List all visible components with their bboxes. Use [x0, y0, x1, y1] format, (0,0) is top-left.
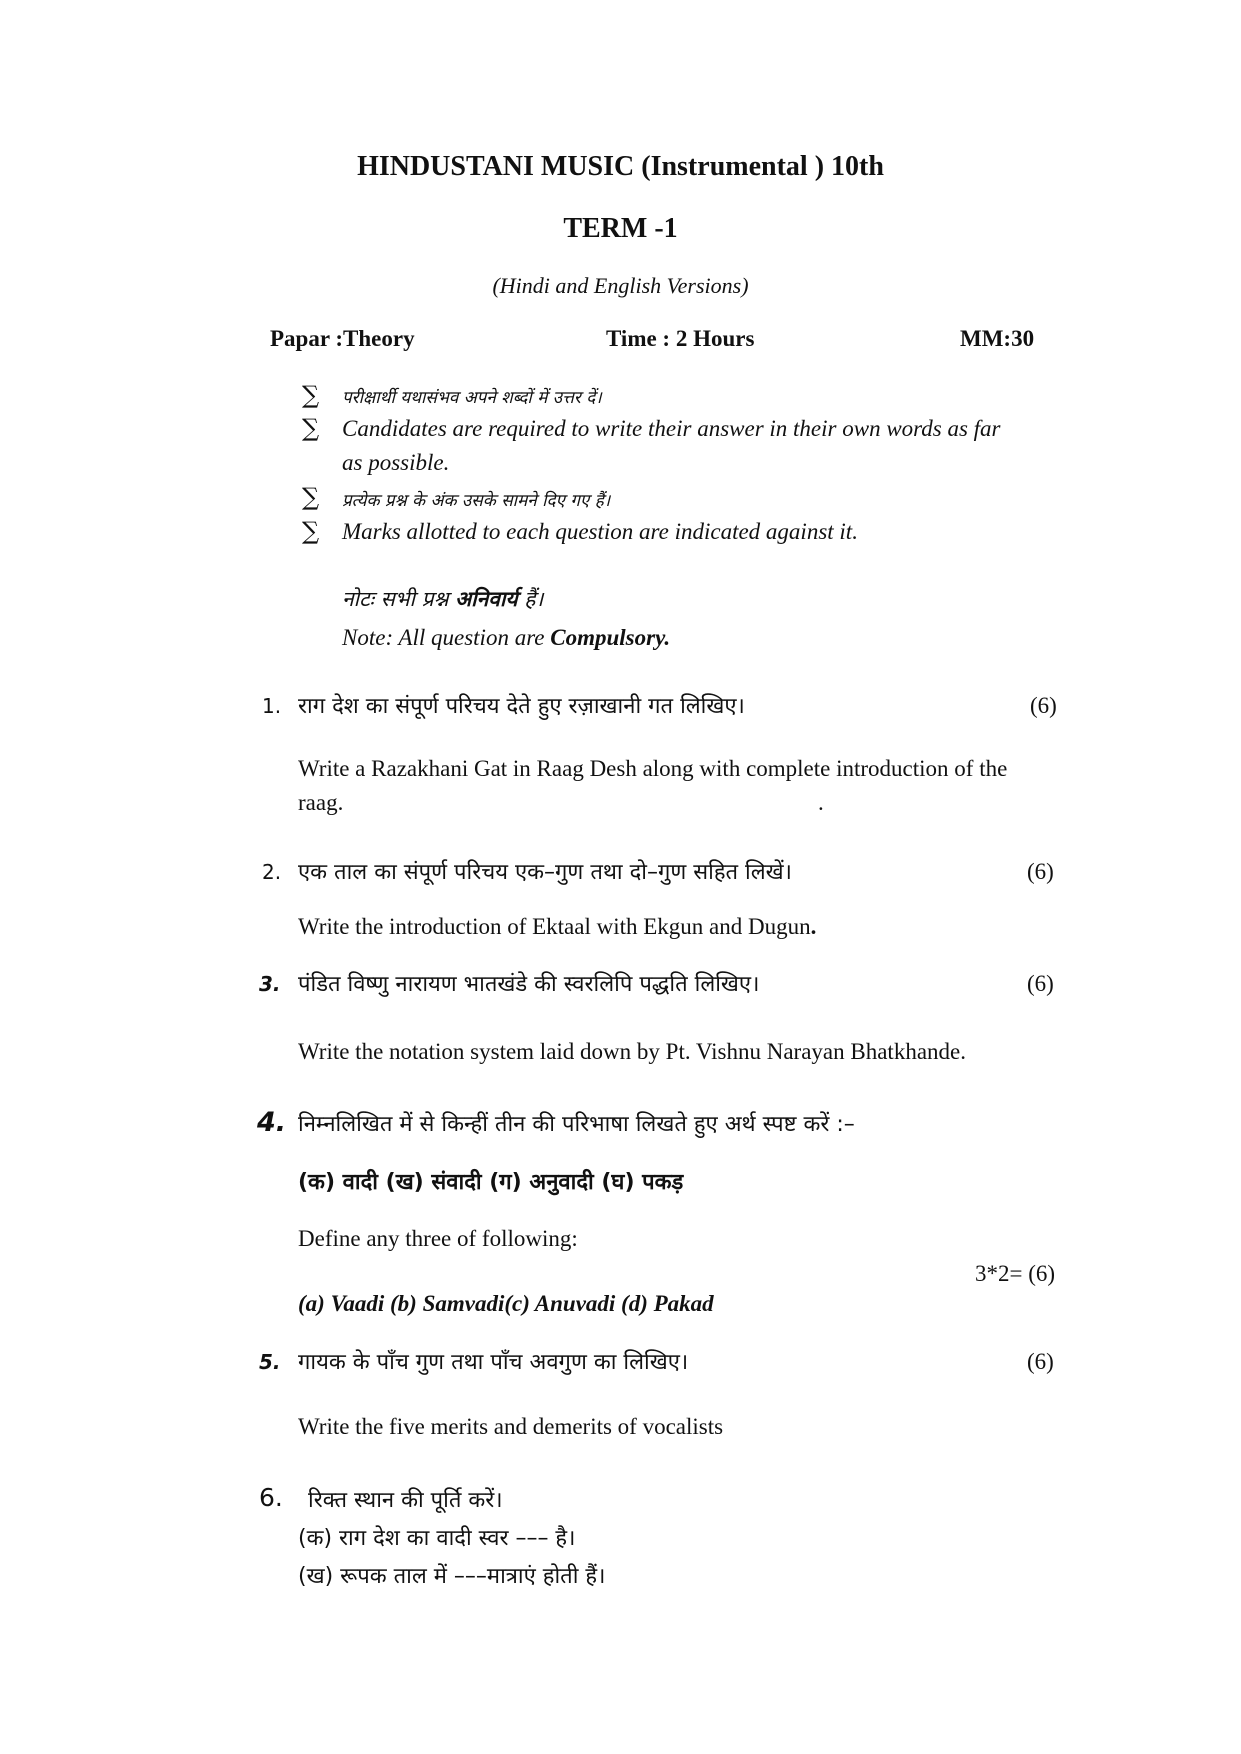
question-4-number: 4. [257, 1107, 287, 1138]
question-2-marks: (6) [1027, 859, 1054, 884]
question-5-marks: (6) [1027, 1349, 1054, 1374]
question-4-english-options: (a) Vaadi (b) Samvadi(c) Anuvadi (d) Pakad [298, 1291, 714, 1316]
bullet-icon: ∑ [302, 381, 320, 409]
note-english: Note: All question are Compulsory. [342, 625, 671, 650]
instruction-hi-2: प्रत्येक प्रश्न के अंक उसके सामने दिए गए हैं। [342, 491, 611, 511]
question-3-number: 3. [259, 972, 281, 996]
question-6-item: (ख) रूपक ताल में –––मात्राएं होती हैं। [298, 1564, 606, 1589]
question-3-english: Write the notation system laid down by Pt. Vishnu Narayan Bhatkhande. [298, 1039, 966, 1064]
note-hindi: नोटः सभी प्रश्न अनिवार्य हैं। [342, 587, 544, 611]
question-6-item: (क) राग देश का वादी स्वर ––– है। [298, 1526, 576, 1551]
bullet-icon: ∑ [302, 517, 320, 545]
instruction-en-2: Marks allotted to each question are indicated against it. [342, 519, 858, 544]
question-6-number: 6. [259, 1483, 283, 1512]
question-1-hindi: राग देश का संपूर्ण परिचय देते हुए रज़ाखानी गत लिखिए। [298, 694, 745, 719]
question-3-hindi: पंडित विष्णु नारायण भातखंडे की स्वरलिपि पद्धति लिखिए। [298, 972, 760, 997]
question-1-number: 1. [262, 694, 282, 718]
question-5-number: 5. [259, 1350, 281, 1374]
question-2-number: 2. [262, 860, 282, 884]
question-1-english: Write a Razakhani Gat in Raag Desh along with complete introduction of the [298, 756, 1008, 781]
paper-title: HINDUSTANI MUSIC (Instrumental ) 10th [357, 151, 884, 182]
stray-dot: . [818, 790, 824, 815]
question-2-hindi: एक ताल का संपूर्ण परिचय एक–गुण तथा दो–गुण सहित लिखें। [298, 860, 793, 885]
question-6-hindi: रिक्त स्थान की पूर्ति करें। [308, 1488, 503, 1513]
question-4-hindi-options: (क) वादी (ख) संवादी (ग) अनुवादी (घ) पकड़ [298, 1170, 684, 1195]
term-label: TERM -1 [563, 213, 678, 244]
question-5-english: Write the five merits and demerits of vocalists [298, 1414, 724, 1439]
instruction-en-1-cont: as possible. [342, 450, 450, 475]
time-allowed: Time : 2 Hours [606, 326, 755, 351]
question-1-english-cont: raag. [298, 790, 344, 815]
paper-type: Papar :Theory [270, 326, 415, 351]
question-3-marks: (6) [1027, 971, 1054, 996]
instruction-hi-1: परीक्षार्थी यथासंभव अपने शब्दों में उत्तर दें। [342, 388, 602, 408]
question-4-marks: 3*2= (6) [975, 1261, 1056, 1286]
instruction-en-1: Candidates are required to write their answer in their own words as far [342, 416, 1001, 441]
question-4-hindi: निम्नलिखित में से किन्हीं तीन की परिभाषा लिखते हुए अर्थ स्पष्ट करें :– [298, 1112, 855, 1137]
bullet-icon: ∑ [302, 483, 320, 511]
question-1-marks: (6) [1030, 693, 1057, 718]
question-5-hindi: गायक के पाँच गुण तथा पाँच अवगुण का लिखिए। [298, 1350, 689, 1375]
max-marks: MM:30 [960, 326, 1035, 351]
version-subtitle: (Hindi and English Versions) [492, 273, 749, 298]
question-2-english: Write the introduction of Ektaal with Ekgun and Dugun. [298, 914, 817, 939]
bullet-icon: ∑ [302, 414, 320, 442]
question-4-english: Define any three of following: [298, 1226, 578, 1251]
